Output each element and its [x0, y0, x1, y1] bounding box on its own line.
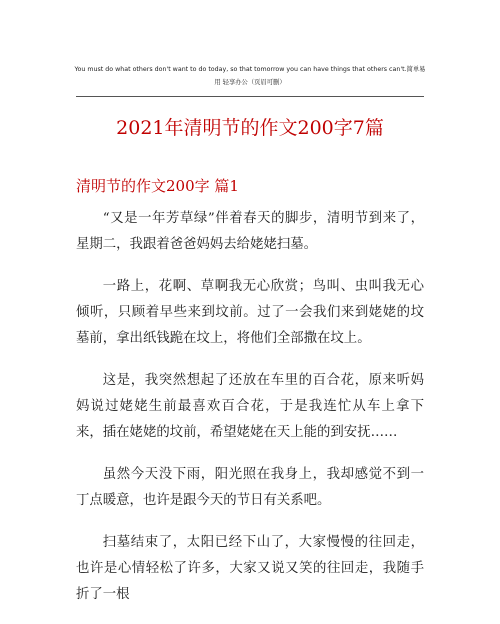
header-line-2: 用 轻享办公（页眉可删）	[214, 79, 286, 86]
header-line-1: You must do what others don't want to do today, so that tomorrow you can have things that others can't.简单易	[74, 66, 426, 73]
page-header	[0, 63, 500, 89]
document-title: 2021年清明节的作文200字7篇	[116, 117, 384, 139]
paragraph-5: 扫墓结束了，太阳已经下山了，大家慢慢的往回走，也许是心情轻松了许多，大家又说又笑的往回走，我随手折了一根	[76, 535, 424, 602]
header-divider	[76, 96, 424, 97]
paragraph-2: 一路上，花啊、草啊我无心欣赏；鸟叫、虫叫我无心倾听，只顾着早些来到坟前。过了一会我们来到姥姥的坟墓前，拿出纸钱跪在坟上，将他们全部撒在坟上。	[76, 279, 424, 346]
section-title: 清明节的作文200字 篇1	[76, 177, 239, 195]
body-text	[76, 206, 424, 624]
paragraph-4: 虽然今天没下雨，阳光照在我身上，我却感觉不到一丁点暖意，也许是跟今天的节日有关系吧。	[76, 467, 424, 508]
paragraph-3: 这是，我突然想起了还放在车里的百合花，原来听妈妈说过姥姥生前最喜欢百合花，于是我连忙从车上拿下来，插在姥姥的坟前，希望姥姥在天上能的到安抚……	[76, 373, 424, 440]
paragraph-1: “又是一年芳草绿”伴着春天的脚步，清明节到来了，星期二，我跟着爸爸妈妈去给姥姥扫墓。	[76, 211, 424, 252]
